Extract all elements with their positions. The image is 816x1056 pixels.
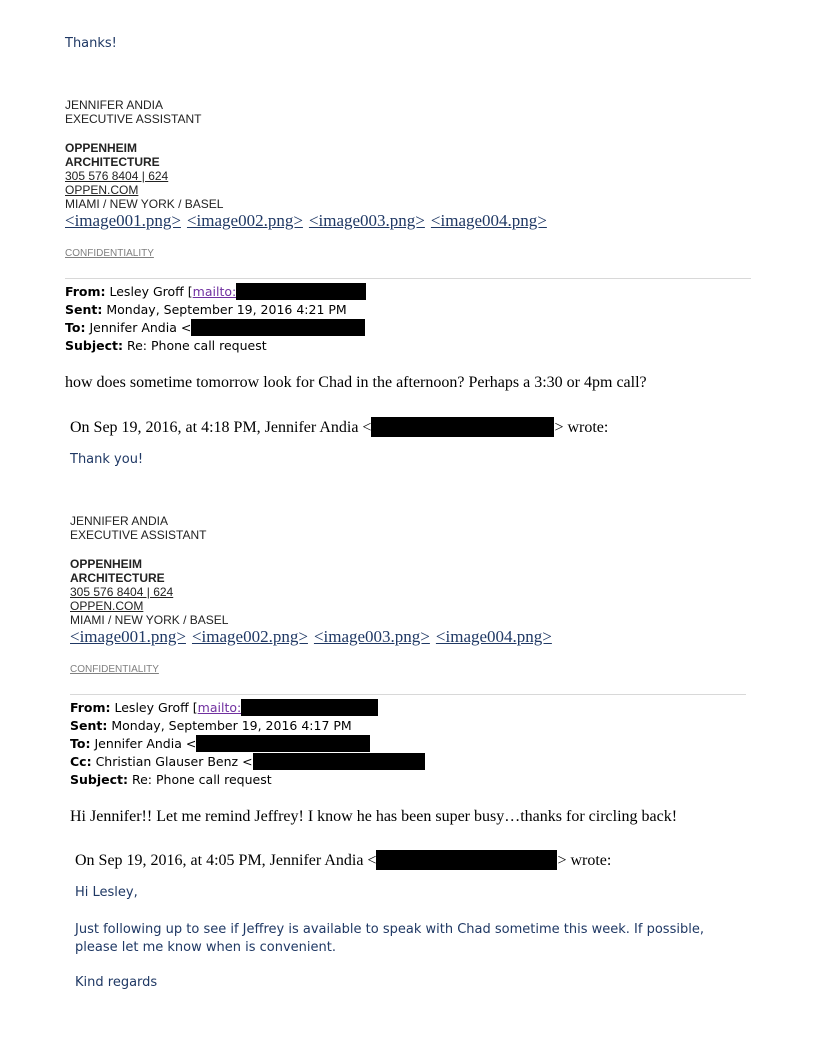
thank-you-text: Thank you! <box>70 452 144 467</box>
redaction-block <box>236 283 366 300</box>
confidentiality-link[interactable]: CONFIDENTIALITY <box>65 248 154 259</box>
redaction-block <box>191 319 365 336</box>
thanks-text: Thanks! <box>65 36 117 51</box>
signature-company-line2: ARCHITECTURE <box>65 155 160 169</box>
mailto-link[interactable]: mailto: <box>192 284 237 299</box>
signature-block <box>65 98 223 211</box>
signature-company-line2: ARCHITECTURE <box>70 571 165 585</box>
redaction-block <box>371 417 554 437</box>
signature-website-link[interactable]: OPPEN.COM <box>65 183 139 197</box>
signature-phone-link[interactable]: 305 576 8404 | 624 <box>70 585 174 599</box>
signature-company-line1: OPPENHEIM <box>65 141 138 155</box>
subject-line: Subject: Re: Phone call request <box>70 772 272 787</box>
signature-title: EXECUTIVE ASSISTANT <box>65 112 202 126</box>
email-header <box>70 699 425 789</box>
confidentiality-link[interactable]: CONFIDENTIALITY <box>70 664 159 675</box>
divider <box>65 278 751 279</box>
image-link-4[interactable]: <image004.png> <box>430 211 547 230</box>
redaction-block <box>253 753 425 770</box>
image-link-1[interactable]: <image001.png> <box>70 627 186 646</box>
quoted-intro: On Sep 19, 2016, at 4:05 PM, Jennifer Andia < > wrote: <box>75 852 612 869</box>
signature-cities: MIAMI / NEW YORK / BASEL <box>65 197 224 211</box>
redaction-block <box>196 735 370 752</box>
closing-text: Kind regards <box>75 975 158 990</box>
image-link-2[interactable]: <image002.png> <box>186 211 303 230</box>
image-link-2[interactable]: <image002.png> <box>191 627 308 646</box>
signature-phone-link[interactable]: 305 576 8404 | 624 <box>65 169 169 183</box>
to-line: To: Jennifer Andia < <box>65 319 366 337</box>
from-line: From: Lesley Groff [mailto: <box>70 699 425 717</box>
sent-line: Sent: Monday, September 19, 2016 4:17 PM <box>70 718 352 733</box>
signature-name: JENNIFER ANDIA <box>65 98 164 112</box>
email-header <box>65 283 366 355</box>
sent-line: Sent: Monday, September 19, 2016 4:21 PM <box>65 302 347 317</box>
greeting-text: Hi Lesley, <box>75 885 138 900</box>
mailto-link[interactable]: mailto: <box>197 700 242 715</box>
image-link-4[interactable]: <image004.png> <box>435 627 552 646</box>
redaction-block <box>241 699 378 716</box>
quoted-body: Just following up to see if Jeffrey is available to speak with Chad sometime this week. If possible, please let me know when is convenient. <box>75 922 704 955</box>
quoted-intro: On Sep 19, 2016, at 4:18 PM, Jennifer Andia < > wrote: <box>70 419 609 436</box>
signature-block <box>70 514 228 627</box>
divider <box>70 694 746 695</box>
signature-title: EXECUTIVE ASSISTANT <box>70 528 207 542</box>
email-body: how does sometime tomorrow look for Chad in the afternoon? Perhaps a 3:30 or 4pm call? <box>65 374 647 391</box>
signature-website-link[interactable]: OPPEN.COM <box>70 599 144 613</box>
signature-cities: MIAMI / NEW YORK / BASEL <box>70 613 229 627</box>
to-line: To: Jennifer Andia < <box>70 735 425 753</box>
from-line: From: Lesley Groff [mailto: <box>65 283 366 301</box>
subject-line: Subject: Re: Phone call request <box>65 338 267 353</box>
signature-image-links <box>70 627 558 647</box>
cc-line: Cc: Christian Glauser Benz < <box>70 753 425 771</box>
image-link-3[interactable]: <image003.png> <box>313 627 430 646</box>
image-link-1[interactable]: <image001.png> <box>65 211 181 230</box>
signature-name: JENNIFER ANDIA <box>70 514 169 528</box>
image-link-3[interactable]: <image003.png> <box>308 211 425 230</box>
signature-image-links <box>65 211 553 231</box>
redaction-block <box>376 850 557 870</box>
signature-company-line1: OPPENHEIM <box>70 557 143 571</box>
email-body: Hi Jennifer!! Let me remind Jeffrey! I know he has been super busy…thanks for circling back! <box>70 808 678 825</box>
